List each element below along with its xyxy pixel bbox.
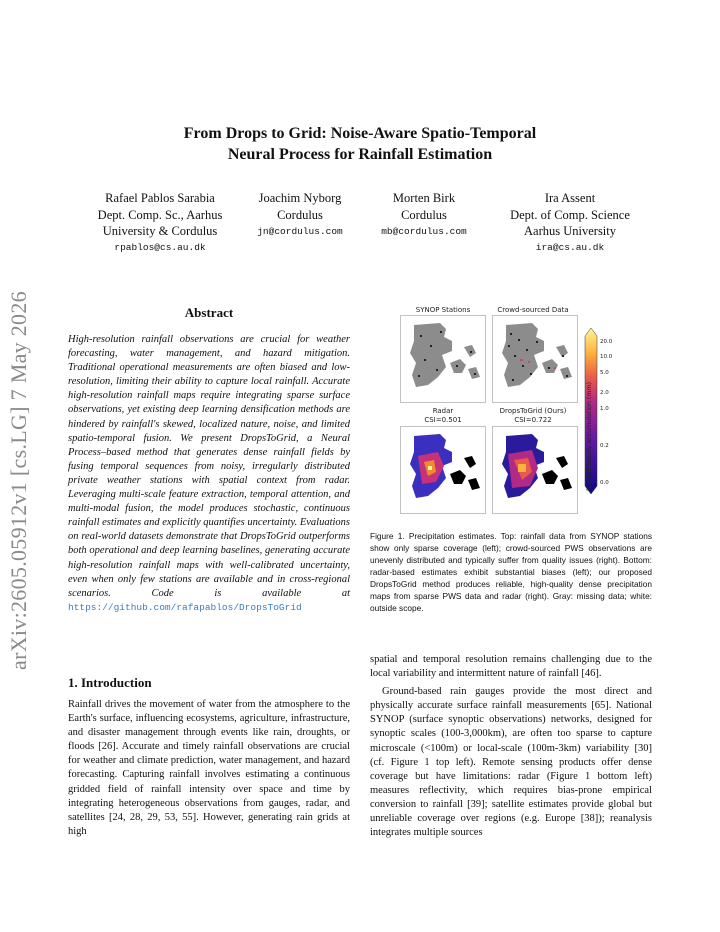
intro-paragraph-1: Rainfall drives the movement of water from the atmosphere to the Earth's surface, influencing ecosystems, agriculture, infrastructure, and disaster management through events like rain, droughts, or floods [26]. Accurate and timely rainfall observations are crucial for weather and climate prediction, water management, and hazard forecasting. Capturing rainfall involves estimating a continuous gridded field of rainfall intensity over space and time by integrating heterogeneous observations from gauges, radar, and satellites [24, 28, 29, 53, 55]. However, generating rain grids at high: [68, 699, 350, 837]
section-heading-introduction: 1. Introduction: [68, 675, 152, 690]
author-affiliation: Dept. Comp. Sc., Aarhus: [97, 207, 223, 222]
abstract-text: High-resolution rainfall observations are crucial for weather forecasting, water management, and hazard mitigation. Traditional operational measurements are often biased and low-resolution, limiting their ability to capture local rainfall. Accurate high-resolution rainfall maps require integrating sparse surface observations, yet existing deep learning densification methods are hindered by rainfall's skewed, localized nature, noise, and limited spatio-temporal fusion. We present DropsToGrid, a Neural Process–based method that generates dense rainfall fields by fusing temporal sequences from noisy, irregularly distributed private weather stations with spatial context from radar. Leveraging multi-scale feature extraction, temporal attention, and multi-modal fusion, the model produces stochastic, continuous rainfall estimates and explicitly quantifies uncertainty. Evaluations on real-world datasets demonstrate that DropsToGrid outperforms both operational and deep learning baselines, generating accurate high-resolution rainfall maps with well-calibrated uncertainty, even when only few stations are available and in cross-regional scenarios. Code is available at: [68, 334, 351, 599]
author-email[interactable]: ira@cs.au.dk: [535, 241, 605, 253]
map-panel-crowd: [492, 315, 578, 403]
code-link[interactable]: https://github.com/rafapablos/DropsToGrid: [68, 601, 302, 613]
colorbar-tick: 1.0: [600, 406, 609, 412]
author-affiliation: University & Cordulus: [102, 224, 218, 238]
map-panel-radar: [400, 426, 486, 514]
panel-csi-radar: CSI=0.501: [424, 416, 462, 424]
title-line-2: Neural Process for Rainfall Estimation: [227, 146, 493, 163]
colorbar-tick: 2.0: [600, 390, 609, 396]
colorbar-tick: 0.2: [600, 443, 609, 449]
colorbar-tick: 0.0: [600, 480, 609, 486]
map-panel-ours: [492, 426, 578, 514]
panel-title-radar-name: Radar: [432, 407, 454, 415]
author-name: Rafael Pablos Sarabia: [105, 191, 215, 205]
panel-title-synop: SYNOP Stations: [415, 306, 471, 314]
author-name: Ira Assent: [544, 191, 596, 205]
colorbar-tick: 10.0: [600, 354, 613, 360]
author-affiliation: Aarhus University: [524, 224, 616, 238]
author-email[interactable]: jn@cordulus.com: [257, 226, 343, 237]
paper-title: [0, 123, 720, 165]
colorbar-tick: 20.0: [600, 339, 613, 345]
title-line-1: From Drops to Grid: Noise-Aware Spatio-Temporal: [183, 125, 537, 142]
author-affiliation: Cordulus: [277, 207, 323, 222]
arxiv-sidebar-id: arXiv:2605.05912v1 [cs.LG] 7 May 2026: [6, 291, 31, 670]
figure-1: [400, 306, 650, 516]
author-name: Joachim Nyborg: [258, 191, 342, 205]
intro-paragraph-2: Ground-based rain gauges provide the most direct and physically accurate surface rainfall measurements [65]. National SYNOP (surface synoptic observations) networks, designed for synoptic scales (100-3,000km), are often too sparse to capture microscale (<100m) or local-scale (100m-3km) variability [30] (cf. Figure 1 top left). Remote sensing products offer dense coverage but have limitations: radar (Figure 1 bottom left) measures reflectivity, which requires bias-prone empirical conversion to rainfall [39]; satellite estimates provide global but unreliable coverage over regions (e.g. Europe [38]); reanalysis integrates multiple sources: [370, 686, 652, 839]
author-1: [70, 190, 250, 256]
author-2: [240, 190, 360, 241]
author-email[interactable]: rpablos@cs.au.dk: [114, 241, 206, 253]
panel-title-ours-name: DropsToGrid (Ours): [499, 407, 567, 415]
intro-right-column: [370, 653, 652, 840]
abstract-body: [68, 333, 350, 615]
panel-title-crowd: Crowd-sourced Data: [497, 306, 569, 314]
figure-1-caption: Figure 1. Precipitation estimates. Top: rainfall data from SYNOP stations show only sparse coverage (left); crowd-sourced PWS observations are unevenly distributed and typically suffer from quality issues (right). Bottom: radar-based estimates exhibit substantial biases (left); our proposed DropsToGrid method produces reliable, high-quality dense precipitation maps from sparse PWS data and radar (right). Gray: missing data; white: outside scope.: [370, 531, 652, 613]
author-4: [490, 190, 650, 256]
author-email[interactable]: mb@cordulus.com: [381, 226, 467, 237]
author-affiliation: Dept. of Comp. Science: [510, 207, 630, 222]
author-name: Morten Birk: [392, 191, 456, 205]
abstract-heading: Abstract: [184, 305, 234, 320]
colorbar-label: Rainfall hourly accumulation (mm): [586, 381, 593, 491]
author-3: [364, 190, 484, 241]
panel-csi-ours: CSI=0.722: [514, 416, 552, 424]
panel-title-radar: [400, 407, 486, 425]
panel-title-ours: [488, 407, 578, 425]
intro-paragraph-1-continued: spatial and temporal resolution remains challenging due to the local variability and intermittent nature of rainfall [46].: [370, 654, 652, 680]
colorbar-tick: 5.0: [600, 370, 609, 376]
map-panel-synop: [400, 315, 486, 403]
intro-left-column: [68, 698, 350, 839]
author-affiliation: Cordulus: [401, 207, 447, 222]
